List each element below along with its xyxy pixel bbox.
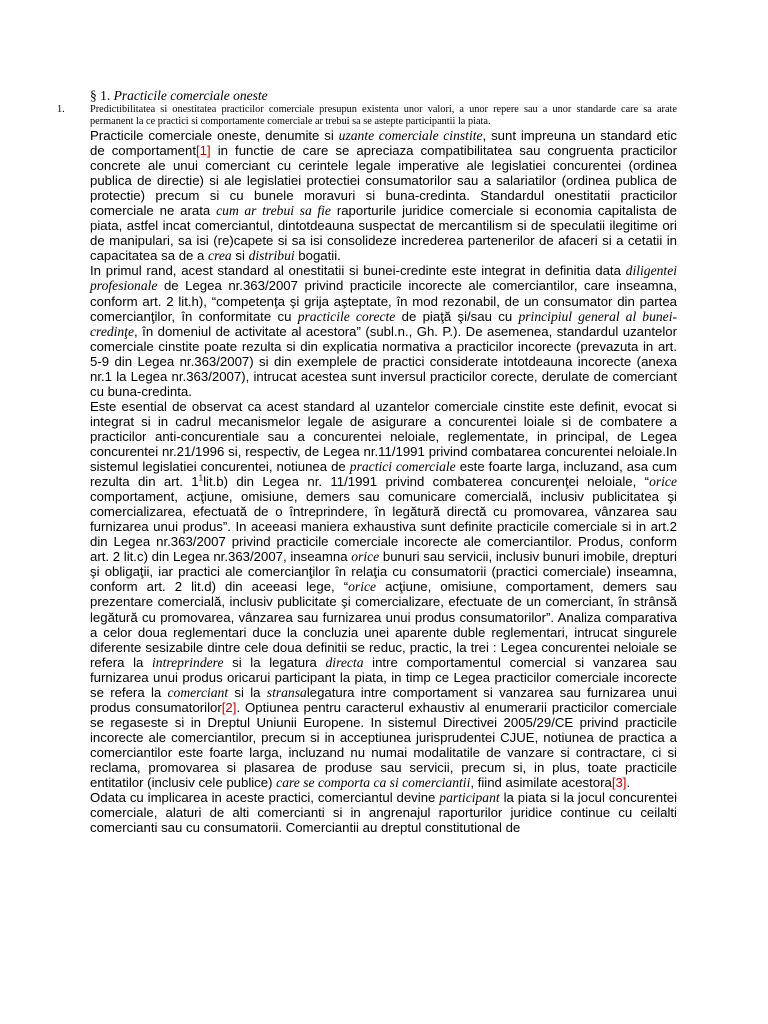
paragraph-3 [90,399,677,790]
emphasis: principiul general al bunei-credinţe [90,308,678,339]
emphasis: diligentei profesionale [90,263,677,294]
emphasis: participant [439,790,500,806]
intro-paragraph [57,104,677,127]
text-run: si la legatura [223,654,326,670]
text-run: si [231,248,249,264]
emphasis: intreprindere [152,654,224,670]
emphasis: directa [325,654,364,670]
emphasis: uzante comerciale cinstite [338,128,483,143]
emphasis: practicile corecte [297,308,396,324]
text-run: , fiind asimilate acestora [470,775,612,791]
text-run: raporturile juridice comerciale si economia capitalista de piata, astfel incat comerciantul, dintotdeauna suspectat de mercantilism si de speculatii ilegitime ori de manipulari, sa isi (re)capete si sa isi consolideze increderea partenerilor de afaceri si a cetatii in capacitatea sa de a [90,203,678,264]
section-title: Practicile comerciale oneste [113,88,268,103]
text-run: comportament, acţiune, omisiune, demers sau comunicare comercială, inclusiv publicitatea şi comercializarea, efectuată de o întreprindere, în legătură directă cu promovarea, vânzarea sau furnizarea unui produs”. In aceeasi maniera exhaustiva sunt definite practicile comerciale si in art.2 din Legea nr.363/2007 privind practicile comerciale incorecte ale comerciantilor. Produs, conform art. 2 lit.c) din Legea nr.363/2007, inseamna [90,489,677,565]
list-marker: 1. [57,104,65,115]
text-run: Practicile comerciale oneste, denumite si [90,128,339,143]
text-run: bogatii. [294,248,341,264]
text-run: si la [228,684,267,700]
text-run: , sunt impreuna un standard etic de comportament [90,128,677,159]
paragraph-4 [90,790,677,835]
emphasis: orice [348,579,377,595]
text-run: , în domeniul de activitate al acestora” (subl.n., Gh. P.). De asemenea, standardul uzantelor comerciale cinstite poate rezulta si din explicatia normativa a practicilor incorecte (prevazuta in art. 5-9 din Legea nr.363/2007) si din exemplele de practici considerate intotdeauna incorecte (anexa nr.1 la Legea nr.363/2007), intrucat acestea sunt inversul practicilor corecte, derulate de comerciant cu buna-credinta. [90,323,677,399]
section-heading [90,88,677,103]
emphasis: orice [649,474,677,490]
emphasis: comerciant [167,684,229,700]
superscript: 1 [198,473,204,483]
document-page [57,88,678,836]
footnote-link-2[interactable]: [2] [221,699,237,715]
footnote-link-1[interactable]: [1] [196,143,211,159]
text-run: la piata si la jocul concurentei comerciale, alaturi de alti comercianti si in angrenajul raporturilor juridice continue cu ceilalti comercianti sau cu consumatorii. Comerciantii au dreptul constitutional de [90,790,677,836]
text-run: Odata cu implicarea in aceste practici, comerciantul devine [90,790,440,806]
emphasis: care se comporta ca si comerciantii [276,775,471,791]
text-run: . Optiunea pentru caracterul exhaustiv al enumerarii practicilor comerciale se regaseste si in Dreptul Uniunii Europene. In sistemul Directivei 2005/29/CE privind practicile incorecte ale comerciantilor, precum si in acceptiunea jurisprudentei CJUE, notiunea de practica a comerciantilor este foarte larga, incluzand nu numai modalitatile de vanzare si contractare, ci si reclama, promovarea si plasarea de produse sau servicii, precum si, in plus, toate practicile entitatilor (inclusiv cele publice) [90,699,677,791]
emphasis: practici comerciale [349,459,456,475]
emphasis: crea [208,248,232,264]
text-run: bunuri sau servicii, inclusiv bunuri imobile, drepturi şi obligaţii, iar practici ale comercianţilor în relaţia cu consumatorii (practici comerciale) inseamna, conform art. 2 lit.d) din aceeasi lege, “ [90,549,677,595]
paragraph-2 [90,263,677,398]
text-run: legatura intre comportament si vanzarea sau furnizarea unui produs consumatorilor [90,684,678,715]
emphasis: distribui [248,248,295,264]
intro-text: Predictibilitatea si onestitatea practicilor comerciale presupun existenta unor valori, a unor repere sau a unor standarde care sa arate permanent la ce practici si comportamente comerciale ar trebui sa se astepte participantii la piata. [90,104,677,127]
text-run: in functie de care se apreciaza compatibilitatea sau congruenta practicilor concrete ale unui comerciant cu cerintele legale imperative ale legislatiei concurentei (ordinea publica de directie) si ale legislatiei protectiei consumatorilor sau a salariatilor (ordinea publica de protectie) precum si cu bunele moravuri si buna-credinta. Standardul onestitatii practicilor comerciale ne arata [90,143,678,219]
emphasis: stransa [266,684,307,700]
text-run: . [626,775,631,791]
text-run: de Legea nr.363/2007 privind practicile incorecte ale comerciantilor, care inseamna, conform art. 2 lit.h), “competenţa şi grija aşteptate, în mod rezonabil, de un consumator din partea comercianţilor, în conformitate cu [90,278,677,324]
emphasis: cum ar trebui sa fie [216,203,331,219]
section-number: § 1. [90,88,111,103]
text-run: In primul rand, acest standard al onestitatii si bunei-credinte este integrat in definitia data [90,263,626,279]
text-run: acţiune, omisiune, comportament, demers sau prezentare comercială, inclusiv publicitate şi comercializare, efectuate de un comerciant, în strânsă legătură cu promovarea, vânzarea sau furnizarea unui produs consumatorilor”. Analiza comparativa a celor doua reglementari duce la concluzia unei aparente duble reglementari, intrucat singurele diferente sesizabile dintre cele doua definitii se reduc, practic, la trei : Legea concurentei neloiale se refera la [90,579,677,670]
text-run: intre comportamentul comercial si vanzarea sau furnizarea unui produs oricarui participant la piata, in timp ce Legea practicilor comerciale incorecte se refera la [90,654,678,700]
paragraph-1 [90,128,677,263]
footnote-link-3[interactable]: [3] [611,775,627,791]
text-run: este foarte larga, incluzand, asa cum rezulta din art. 1 [90,459,677,490]
text-run: de piaţă şi/sau cu [395,308,519,324]
text-run: Este esential de observat ca acest standard al uzantelor comerciale cinstite este definit, evocat si integrat si in cadrul mecanismelor legale de asigurare a concurentei loiale si de combatere a practicilor anti-concurentiale sau a concurentei neloiale, reglementate, in principal, de Legea concurentei nr.21/1996 si, respectiv, de Legea nr.11/1991 privind combatarea concurentei neloiale.In sistemul legislatiei concurentei, notiunea de [90,398,677,475]
emphasis: orice [351,549,380,565]
text-run: lit.b) din Legea nr. 11/1991 privind combaterea concurenţei neloiale, “ [203,474,650,490]
